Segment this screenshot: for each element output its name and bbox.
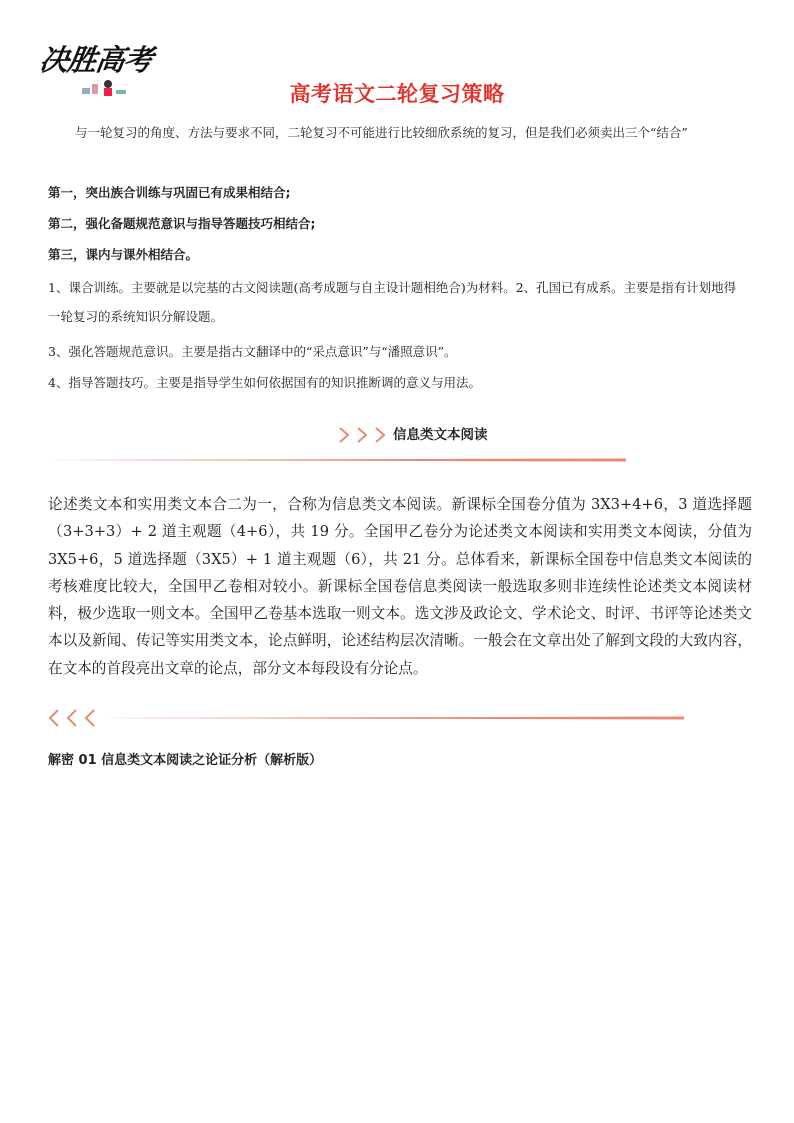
page-title: 高考语文二轮复习策略 (289, 82, 505, 106)
section-title: 信息类文本阅读 (393, 427, 488, 443)
intro-paragraph: 与一轮复习的角度、方法与要求不同，二轮复习不可能进行比较细欣系统的复习，但是我们必须卖出三个“结合” (75, 125, 688, 140)
section-header (0, 426, 794, 466)
svg-text:· · ·: · · · (122, 82, 129, 87)
point-1: 第一，突出族合训练与巩固已有成果相结合; (48, 185, 291, 200)
point-3: 第三，课内与课外相结合。 (48, 247, 199, 262)
detail-3: 4、指导答题技巧。主要是指导学生如何依据国有的知识推断调的意义与用法。 (48, 375, 481, 390)
triple-chevron-right-icon (338, 426, 390, 444)
logo-text: 决胜高考 (37, 43, 155, 77)
section-end-divider (48, 707, 748, 729)
point-2: 第二，强化备题规范意识与指导答题技巧相结合; (48, 216, 316, 231)
detail-1: 1、课合训练。主要就是以完基的古文阅读题(高考成题与自主设计题相绝合)为材料。2、孔国已有成系。主要是指有计划地得一轮复习的系统知识分解设题。 (48, 280, 737, 324)
svg-text:· · ·: · · · (94, 78, 101, 83)
chapter-heading: 解密 01 信息类文本阅读之论证分析（解析版） (48, 753, 323, 768)
triple-chevron-left-icon (48, 707, 748, 729)
body-paragraph: 论述类文本和实用类文本合二为一，合称为信息类文本阅读。新课标全国卷分值为 3X3+4+6，3 道选择题（3+3+3）+ 2 道主观题（4+6），共 19 分。全国甲乙卷分为论述类文本阅读和实用类文本阅读，分值为 3X5+6，5 道选择题（3X5）+ 1 道主观题（6），共 21 分。总体看来，新课标全国卷中信息类文本阅读的考核难度比较大，全国甲乙卷相对较小。新课标全国卷信息类阅读一般选取多则非连续性论述类文本阅读材料，极少选取一则文本。全国甲乙卷基本选取一则文本。选文涉及政论文、学术论文、时评、书评等论述类文本以及新闻、传记等实用类文本，论点鲜明，论述结构层次清晰。一般会在文章出处了解到文段的大致内容，在文本的首段亮出文章的论点，部分文本每段设有分论点。 (48, 496, 752, 677)
section-divider (46, 456, 628, 464)
detail-2: 3、强化答题规范意识。主要是指古文翻译中的“采点意识”与“潘照意识”。 (48, 344, 457, 359)
